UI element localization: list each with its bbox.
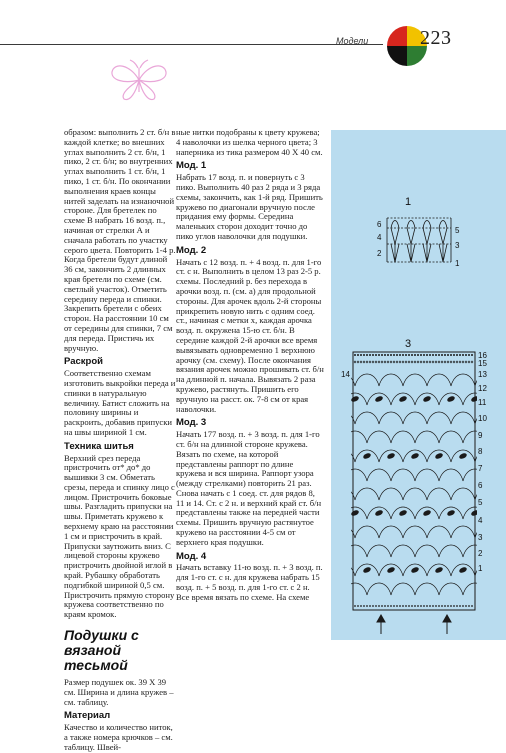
chart-3-row-label: 6 bbox=[478, 481, 483, 490]
repeat-arrows bbox=[371, 614, 461, 636]
chart-3-row-label: 3 bbox=[478, 533, 483, 542]
chart-1-row-label: 1 bbox=[455, 259, 460, 268]
chart-3-row-label: 7 bbox=[478, 464, 483, 473]
chart-1-row-label: 5 bbox=[455, 226, 460, 235]
paragraph: Набрать 17 возд. п. и повернуть с 3 пико. Выполнить 40 раз 2 ряда и 3 ряда схемы, закончить, как 1-й ряд. Пришить кружево по диагонали вручную после придания ему формы. Середина маленьких сторон доходит точно до пико углов наволочки для подушки. bbox=[176, 172, 323, 241]
chart-3-row-label: 16 bbox=[478, 351, 487, 360]
chart-1-row-label: 6 bbox=[377, 220, 382, 229]
paragraph: Качество и количество ниток, а также номера крючков – см. таблицу. Швей- bbox=[64, 722, 173, 752]
heading-mod-3: Мод. 3 bbox=[176, 417, 207, 429]
heading-raskroy: Раскрой bbox=[64, 356, 103, 368]
article-title: Подушки с вязаной тесьмой bbox=[64, 627, 139, 674]
heading-mod-4: Мод. 4 bbox=[176, 550, 207, 562]
section-title: Модели bbox=[336, 36, 369, 46]
arrow-up-icon bbox=[377, 615, 385, 622]
chart-3-row-label: 1 bbox=[478, 564, 483, 573]
heading-mod-1: Мод. 1 bbox=[176, 160, 207, 172]
chart-3-row-label: 8 bbox=[478, 447, 483, 456]
text-column-middle bbox=[176, 128, 324, 603]
chart-3-row-label: 10 bbox=[478, 414, 487, 423]
paragraph: ные нитки подобраны к цвету кружева; 4 наволочки из шелка черного цвета; 3 наперника из тика размером 40 X 40 см. bbox=[176, 127, 323, 157]
paragraph: Верхний срез переда пристрочить от* до* до вышивки 3 см. Обметать срезы, переда и спинку лицо с лицом. Пристрочить боковые швы. Разгладить припуски на швы. Приметать кружево к верхнему краю на расстоянии 1 см и пристрочить в край. Припуски заутюжить вниз. С лицевой стороны кружево пристрочить двойной иглой в край. Рубашку обработать подгибкой шириной 0,5 см. Пристрочить прямую сторону кружева соответственно по краям кромок. bbox=[64, 452, 175, 620]
crochet-chart-3 bbox=[351, 350, 477, 612]
chart-3-row-label: 14 bbox=[341, 370, 350, 379]
paragraph: Размер подушек ок. 39 X 39 см. Ширина и длина кружев – см. таблицу. bbox=[64, 677, 174, 707]
chart-3-row-labels bbox=[478, 352, 492, 576]
chart-3-row-label: 12 bbox=[478, 384, 487, 393]
page-number: 223 bbox=[420, 27, 452, 49]
chart-1-row-label: 2 bbox=[377, 249, 382, 258]
chart-3-row-label: 11 bbox=[478, 398, 487, 407]
paragraph: Начать вставку 11-ю возд. п. + 3 возд. п. для 1-го ст. с н. для кружева набрать 15 возд. п. + 5 возд. п. для 1-го ст. с 2 н. Все время вязать по схеме. На схеме bbox=[176, 562, 323, 602]
text-column-left bbox=[64, 128, 176, 753]
crochet-chart-1 bbox=[385, 214, 453, 268]
paragraph: Начать с 12 возд. п. + 4 возд. п. для 1-го ст. с н. Выполнить в целом 13 раз 2-5 р. схемы. Последний р. без перехода в арочки возд. п. (см. а) для продольной стороны. Для арочек вдоль 2-й стороны прикрепить новую нить с одним соед. ст., начиная с метки х, каждая арочка возд. п. окружена 15-ю ст. б/н. В середине каждой 2-й арочки все время вывязывать одновременно 1 верхнюю арочку (см. схему). После окончания вязания арочек можно прошивать ст. б/н на длинной п. начала. Вывязать 2 раза кружево, растянуть. Пришить его вручную на расст. ок. 7-8 см от края наволочки. bbox=[176, 256, 324, 414]
chart-3-row-label: 15 bbox=[478, 359, 487, 368]
header-rule bbox=[0, 44, 383, 45]
chart-3-row-label: 9 bbox=[478, 431, 483, 440]
chart-1-label: 1 bbox=[405, 196, 412, 208]
chart-3-label: 3 bbox=[405, 338, 412, 350]
butterfly-icon bbox=[108, 58, 170, 102]
chart-3-row-label: 5 bbox=[478, 498, 483, 507]
heading-material: Материал bbox=[64, 710, 111, 722]
chart-3-row-label: 2 bbox=[478, 549, 483, 558]
chart-1-row-label: 4 bbox=[377, 233, 382, 242]
heading-mod-2: Мод. 2 bbox=[176, 244, 207, 256]
heading-technique: Техника шитья bbox=[64, 440, 134, 452]
arrow-up-icon bbox=[443, 615, 451, 622]
paragraph: образом: выполнить 2 ст. б/н в каждой клетке; во внешних углах выполнить 2 ст. б/н, 1 пико, 2 ст. б/н; во внутренних углах выполнить 1 ст. б/н, 1 пико, 1 ст. б/н. По окончании выполнения краев концы нитей заделать на изнаночной стороне. Для бретелек по схеме В набрать 16 возд. п., начиная от стрелки А и сначала работать по участку серого цвета. Повторить 1-4 р. Когда бретели будут длиной 36 см, закончить 2 длинных края бретели по схеме (см. светлый участок). Отметить середину переда и спинки. Закрепить бретели с обеих сторон. На расстоянии 10 см от середины для спинки, 7 см для переда. Пристичь их вручную. bbox=[64, 127, 176, 353]
chart-1-row-label: 3 bbox=[455, 241, 460, 250]
paragraph: Соответственно схемам изготовить выкройки переда и спинки в натуральную величину. Батист сложить на половину ширины и раскроить, добавив припуски на швы шириной 1 см. bbox=[64, 368, 176, 437]
chart-3-row-label: 4 bbox=[478, 516, 483, 525]
crochet-diagram-panel bbox=[331, 130, 506, 640]
paragraph: Начать 177 возд. п. + 3 возд. п. для 1-го ст. б/н на длинной стороне кружева. Вязать по схеме, на которой представлены раппорт по длине кружева и вся ширина. Раппорт узора (между стрелками) повторить 21 раз. Снова начать с 1 соед. ст. для рядов 8, 11 и 14. Ст. с 2 н. и верхний край ст. б/н представлены также на передней части схемы. Пришить вручную растянутое кружево на расстоянии 4-5 см от верхнего края подушки. bbox=[176, 429, 322, 547]
chart-3-row-label: 13 bbox=[478, 370, 487, 379]
